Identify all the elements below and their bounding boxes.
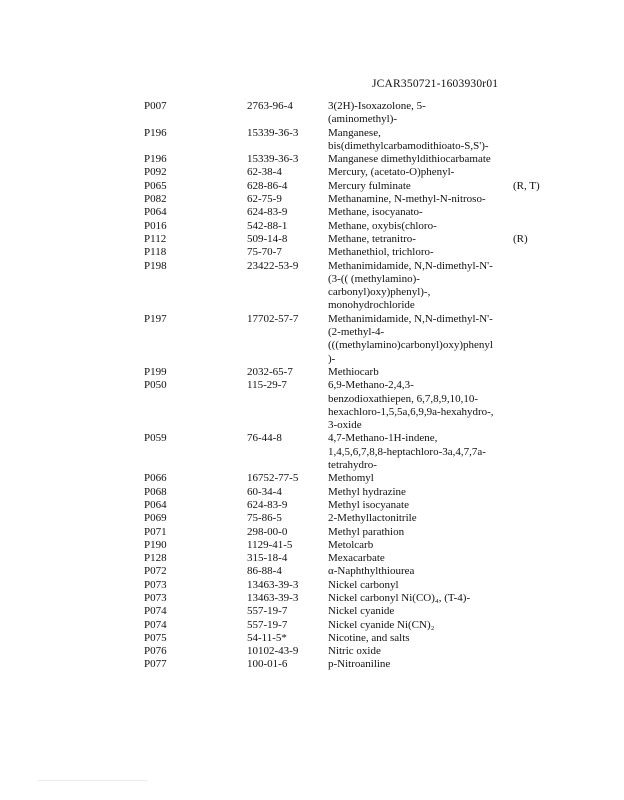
table-row — [144, 486, 604, 499]
substance-name-line: Mexacarbate — [328, 552, 385, 565]
substance-name — [328, 166, 513, 179]
hazard-code: (R) — [513, 232, 528, 245]
table-row — [144, 206, 604, 219]
waste-code: P077 — [144, 658, 167, 671]
waste-code: P016 — [144, 219, 167, 232]
substance-name-line: Nickel carbonyl — [328, 578, 399, 591]
substance-name-line: Methyl isocyanate — [328, 498, 409, 511]
cas-number: 16752-77-5 — [247, 472, 299, 485]
substance-name — [328, 632, 513, 645]
substance-name — [328, 100, 513, 127]
substance-name-line: Methyl hydrazine — [328, 485, 406, 498]
waste-code: P074 — [144, 605, 167, 618]
waste-code: P074 — [144, 618, 167, 631]
cas-number: 75-70-7 — [247, 246, 282, 259]
substance-name-line: Methane, tetranitro- — [328, 232, 416, 245]
cas-number: 60-34-4 — [247, 485, 282, 498]
table-row — [144, 592, 604, 605]
substance-name — [328, 233, 513, 246]
substance-name — [328, 153, 513, 166]
substance-name — [328, 260, 513, 313]
hazard-code: (R, T) — [513, 179, 540, 192]
cas-number: 13463-39-3 — [247, 591, 299, 604]
substance-name — [328, 539, 513, 552]
substance-name-line: benzodioxathiepen, 6,7,8,9,10,10- — [328, 392, 478, 405]
waste-code: P128 — [144, 552, 167, 565]
waste-code: P075 — [144, 631, 167, 644]
table-row — [144, 432, 604, 472]
substance-name-line: carbonyl)oxy)phenyl)-, — [328, 286, 431, 299]
waste-code: P073 — [144, 578, 167, 591]
substance-name-line: 3-oxide — [328, 419, 362, 432]
waste-code: P076 — [144, 645, 167, 658]
table-row — [144, 565, 604, 578]
table-row — [144, 153, 604, 166]
substance-name — [328, 512, 513, 525]
substance-name-line: 2-Methyllactonitrile — [328, 512, 417, 525]
table-row — [144, 366, 604, 379]
substance-name-line: α-Naphthylthiourea — [328, 565, 415, 578]
table-row — [144, 645, 604, 658]
table-row — [144, 180, 604, 193]
substance-name — [328, 619, 513, 632]
substance-name-line: Nickel cyanide — [328, 605, 395, 618]
substance-name-line: monohydrochloride — [328, 299, 415, 312]
cas-number: 23422-53-9 — [247, 259, 299, 272]
substance-name-line: Nitric oxide — [328, 645, 381, 658]
waste-code: P196 — [144, 153, 167, 166]
waste-code: P071 — [144, 525, 167, 538]
table-row — [144, 632, 604, 645]
table-row — [144, 499, 604, 512]
waste-code: P064 — [144, 498, 167, 511]
cas-number: 62-75-9 — [247, 193, 282, 206]
waste-code: P199 — [144, 365, 167, 378]
substance-name — [328, 579, 513, 592]
substance-name — [328, 180, 513, 193]
table-row — [144, 539, 604, 552]
waste-code: P059 — [144, 432, 167, 445]
table-row — [144, 605, 604, 618]
cas-number: 315-18-4 — [247, 552, 288, 565]
table-row — [144, 472, 604, 485]
substance-name — [328, 565, 513, 578]
substance-name-line: (2-methyl-4- — [328, 326, 385, 339]
table-row — [144, 579, 604, 592]
waste-code: P065 — [144, 179, 167, 192]
substance-name-line: Nickel cyanide Ni(CN)₂ — [328, 618, 435, 631]
substance-name — [328, 486, 513, 499]
waste-code: P050 — [144, 379, 167, 392]
substance-name-line: Methane, oxybis(chloro- — [328, 219, 437, 232]
cas-number: 557-19-7 — [247, 618, 288, 631]
table-row — [144, 512, 604, 525]
substance-name-line: (aminomethyl)- — [328, 113, 398, 126]
substance-name-line: Methomyl — [328, 472, 374, 485]
waste-code: P092 — [144, 166, 167, 179]
waste-code: P198 — [144, 259, 167, 272]
table-row — [144, 313, 604, 366]
substance-name-line: Methiocarb — [328, 365, 379, 378]
cas-number: 62-38-4 — [247, 166, 282, 179]
footer-rule — [38, 780, 148, 781]
substance-name-line: 1,4,5,6,7,8,8-heptachloro-3a,4,7,7a- — [328, 445, 486, 458]
substance-name — [328, 206, 513, 219]
table-row — [144, 260, 604, 313]
substance-name-line: Methyl parathion — [328, 525, 405, 538]
substance-name — [328, 220, 513, 233]
substance-name-line: (((methylamino)carbonyl)oxy)phenyl — [328, 339, 493, 352]
substance-name-line: Methanimidamide, N,N-dimethyl-N'- — [328, 312, 493, 325]
cas-number: 2032-65-7 — [247, 365, 293, 378]
substance-name-line: Manganese, — [328, 126, 381, 139]
waste-code: P118 — [144, 246, 167, 259]
substance-name-line: 4,7-Methano-1H-indene, — [328, 432, 438, 445]
cas-number: 15339-36-3 — [247, 126, 299, 139]
substance-name — [328, 658, 513, 671]
table-row — [144, 526, 604, 539]
substance-name-line: bis(dimethylcarbamodithioato-S,S')- — [328, 139, 489, 152]
waste-code: P196 — [144, 126, 167, 139]
cas-number: 557-19-7 — [247, 605, 288, 618]
table-row — [144, 552, 604, 565]
substance-name — [328, 246, 513, 259]
cas-number: 13463-39-3 — [247, 578, 299, 591]
waste-code: P073 — [144, 591, 167, 604]
substance-name — [328, 313, 513, 366]
waste-code: P197 — [144, 312, 167, 325]
table-row — [144, 619, 604, 632]
waste-code: P068 — [144, 485, 167, 498]
substance-name-line: 6,9-Methano-2,4,3- — [328, 379, 414, 392]
substance-name-line: Nicotine, and salts — [328, 631, 410, 644]
hazardous-waste-table — [144, 100, 604, 672]
waste-code: P082 — [144, 193, 167, 206]
substance-name-line: Manganese dimethyldithiocarbamate — [328, 153, 491, 166]
table-row — [144, 220, 604, 233]
substance-name — [328, 499, 513, 512]
substance-name — [328, 432, 513, 472]
substance-name-line: (3-(( (methylamino)- — [328, 272, 420, 285]
cas-number: 115-29-7 — [247, 379, 287, 392]
substance-name — [328, 193, 513, 206]
cas-number: 509-14-8 — [247, 232, 288, 245]
waste-code: P069 — [144, 512, 167, 525]
cas-number: 100-01-6 — [247, 658, 288, 671]
table-row — [144, 193, 604, 206]
table-row — [144, 166, 604, 179]
substance-name-line: )- — [328, 352, 336, 365]
cas-number: 2763-96-4 — [247, 100, 293, 112]
cas-number: 624-83-9 — [247, 206, 288, 219]
substance-name-line: Mercury, (acetato-O)phenyl- — [328, 166, 455, 179]
cas-number: 54-11-5* — [247, 631, 287, 644]
waste-code: P072 — [144, 565, 167, 578]
substance-name — [328, 379, 513, 432]
substance-name — [328, 127, 513, 154]
table-row — [144, 379, 604, 432]
substance-name-line: Metolcarb — [328, 538, 374, 551]
cas-number: 298-00-0 — [247, 525, 288, 538]
waste-code: P007 — [144, 100, 167, 112]
table-row — [144, 100, 604, 127]
cas-number: 15339-36-3 — [247, 153, 299, 166]
table-row — [144, 127, 604, 154]
cas-number: 624-83-9 — [247, 498, 288, 511]
cas-number: 76-44-8 — [247, 432, 282, 445]
cas-number: 75-86-5 — [247, 512, 282, 525]
cas-number: 1129-41-5 — [247, 538, 293, 551]
waste-code: P112 — [144, 232, 167, 245]
cas-number: 10102-43-9 — [247, 645, 299, 658]
substance-name-line: Methanamine, N-methyl-N-nitroso- — [328, 193, 486, 206]
substance-name — [328, 605, 513, 618]
substance-name-line: hexachloro-1,5,5a,6,9,9a-hexahydro-, — [328, 405, 494, 418]
substance-name-line: tetrahydro- — [328, 459, 377, 472]
substance-name-line: Methanimidamide, N,N-dimethyl-N'- — [328, 259, 493, 272]
substance-name-line: p-Nitroaniline — [328, 658, 391, 671]
cas-number: 86-88-4 — [247, 565, 282, 578]
substance-name — [328, 592, 513, 605]
cas-number: 17702-57-7 — [247, 312, 299, 325]
substance-name — [328, 472, 513, 485]
waste-code: P190 — [144, 538, 167, 551]
substance-name-line: 3(2H)-Isoxazolone, 5- — [328, 100, 426, 112]
waste-code: P066 — [144, 472, 167, 485]
substance-name-line: Methane, isocyanato- — [328, 206, 423, 219]
table-row — [144, 246, 604, 259]
substance-name-line: Methanethiol, trichloro- — [328, 246, 434, 259]
waste-code: P064 — [144, 206, 167, 219]
substance-name — [328, 552, 513, 565]
table-row — [144, 658, 604, 671]
cas-number: 628-86-4 — [247, 179, 288, 192]
substance-name-line: Nickel carbonyl Ni(CO)₄, (T-4)- — [328, 591, 471, 604]
substance-name — [328, 526, 513, 539]
table-row — [144, 233, 604, 246]
document-id: JCAR350721-1603930r01 — [372, 78, 499, 90]
substance-name — [328, 366, 513, 379]
cas-number: 542-88-1 — [247, 219, 288, 232]
substance-name-line: Mercury fulminate — [328, 179, 411, 192]
substance-name — [328, 645, 513, 658]
